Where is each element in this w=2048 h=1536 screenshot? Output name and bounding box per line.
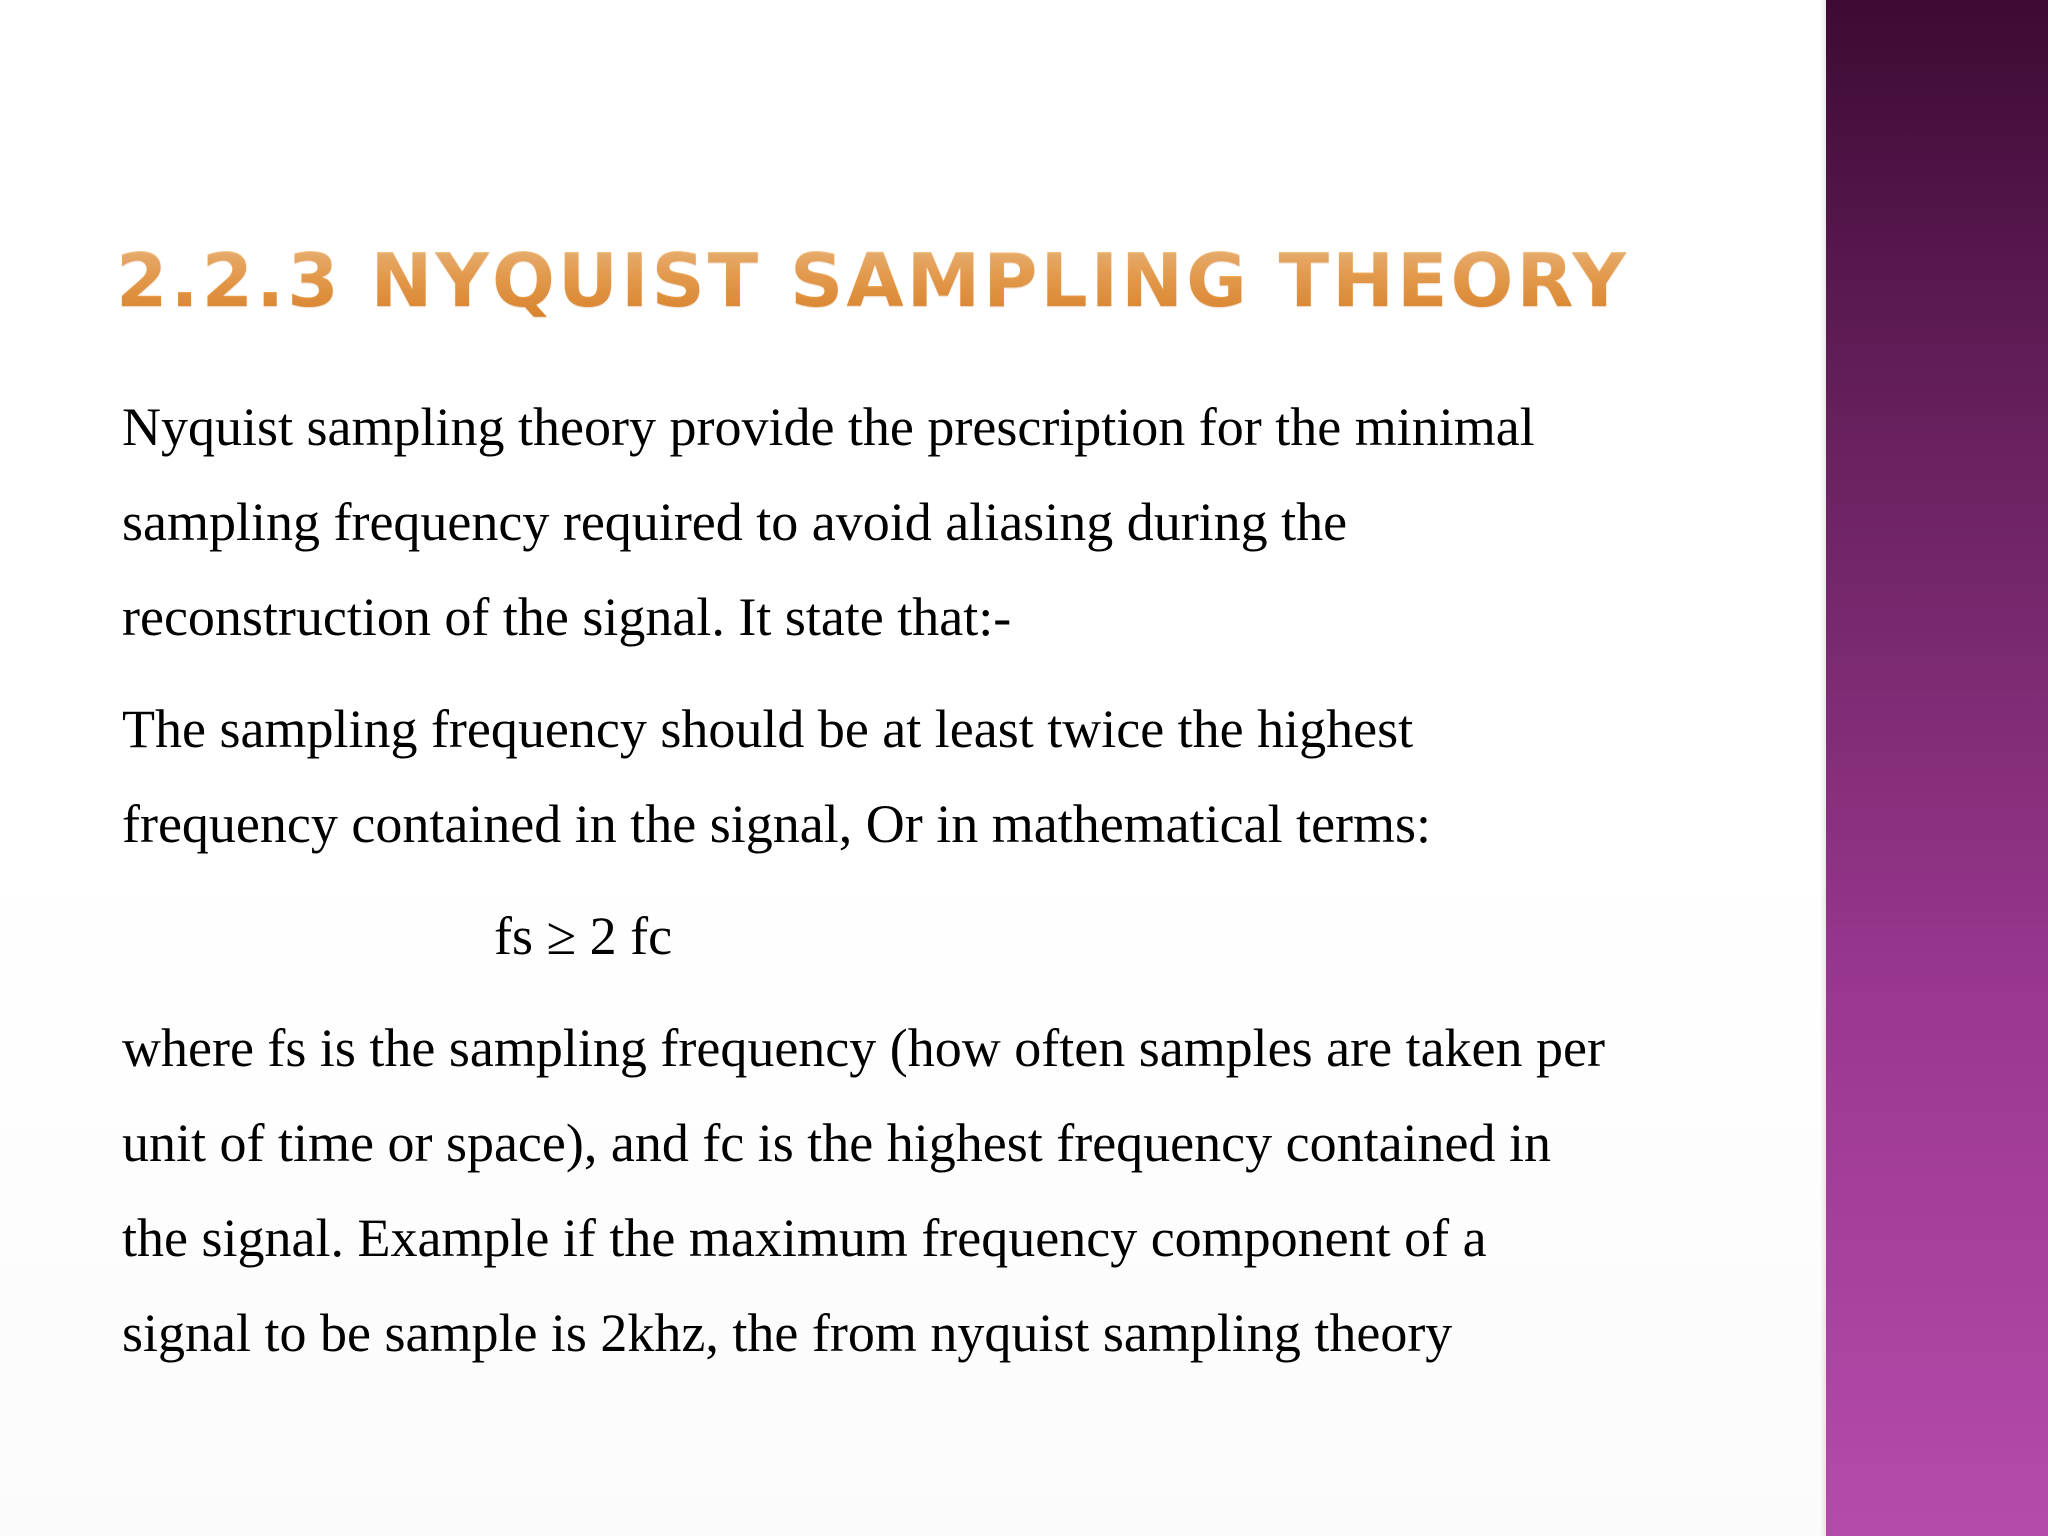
paragraph-line: sampling frequency required to avoid aliasing during the: [122, 492, 1348, 552]
decorative-sidebar: [1826, 0, 2048, 1536]
formula: fs ≥ 2 fc: [494, 906, 673, 966]
paragraph-line: reconstruction of the signal. It state that:-: [122, 587, 1012, 647]
paragraph-line: unit of time or space), and fc is the highest frequency contained in: [122, 1113, 1552, 1173]
paragraph-line: the signal. Example if the maximum frequency component of a: [122, 1208, 1487, 1268]
paragraph-statement: [122, 682, 1702, 872]
paragraph-intro: [122, 380, 1702, 665]
paragraph-line: signal to be sample is 2khz, the from nyquist sampling theory: [122, 1303, 1453, 1363]
slide-title: 2.2.3 NYQUIST SAMPLING THEORY: [116, 236, 1716, 326]
paragraph-line: frequency contained in the signal, Or in mathematical terms:: [122, 794, 1432, 854]
paragraph-line: Nyquist sampling theory provide the prescription for the minimal: [122, 397, 1535, 457]
paragraph-explanation: [122, 1001, 1702, 1381]
paragraph-line: The sampling frequency should be at least twice the highest: [122, 699, 1414, 759]
paragraph-line: where fs is the sampling frequency (how often samples are taken per: [122, 1018, 1605, 1078]
slide-body: [122, 380, 1702, 1381]
